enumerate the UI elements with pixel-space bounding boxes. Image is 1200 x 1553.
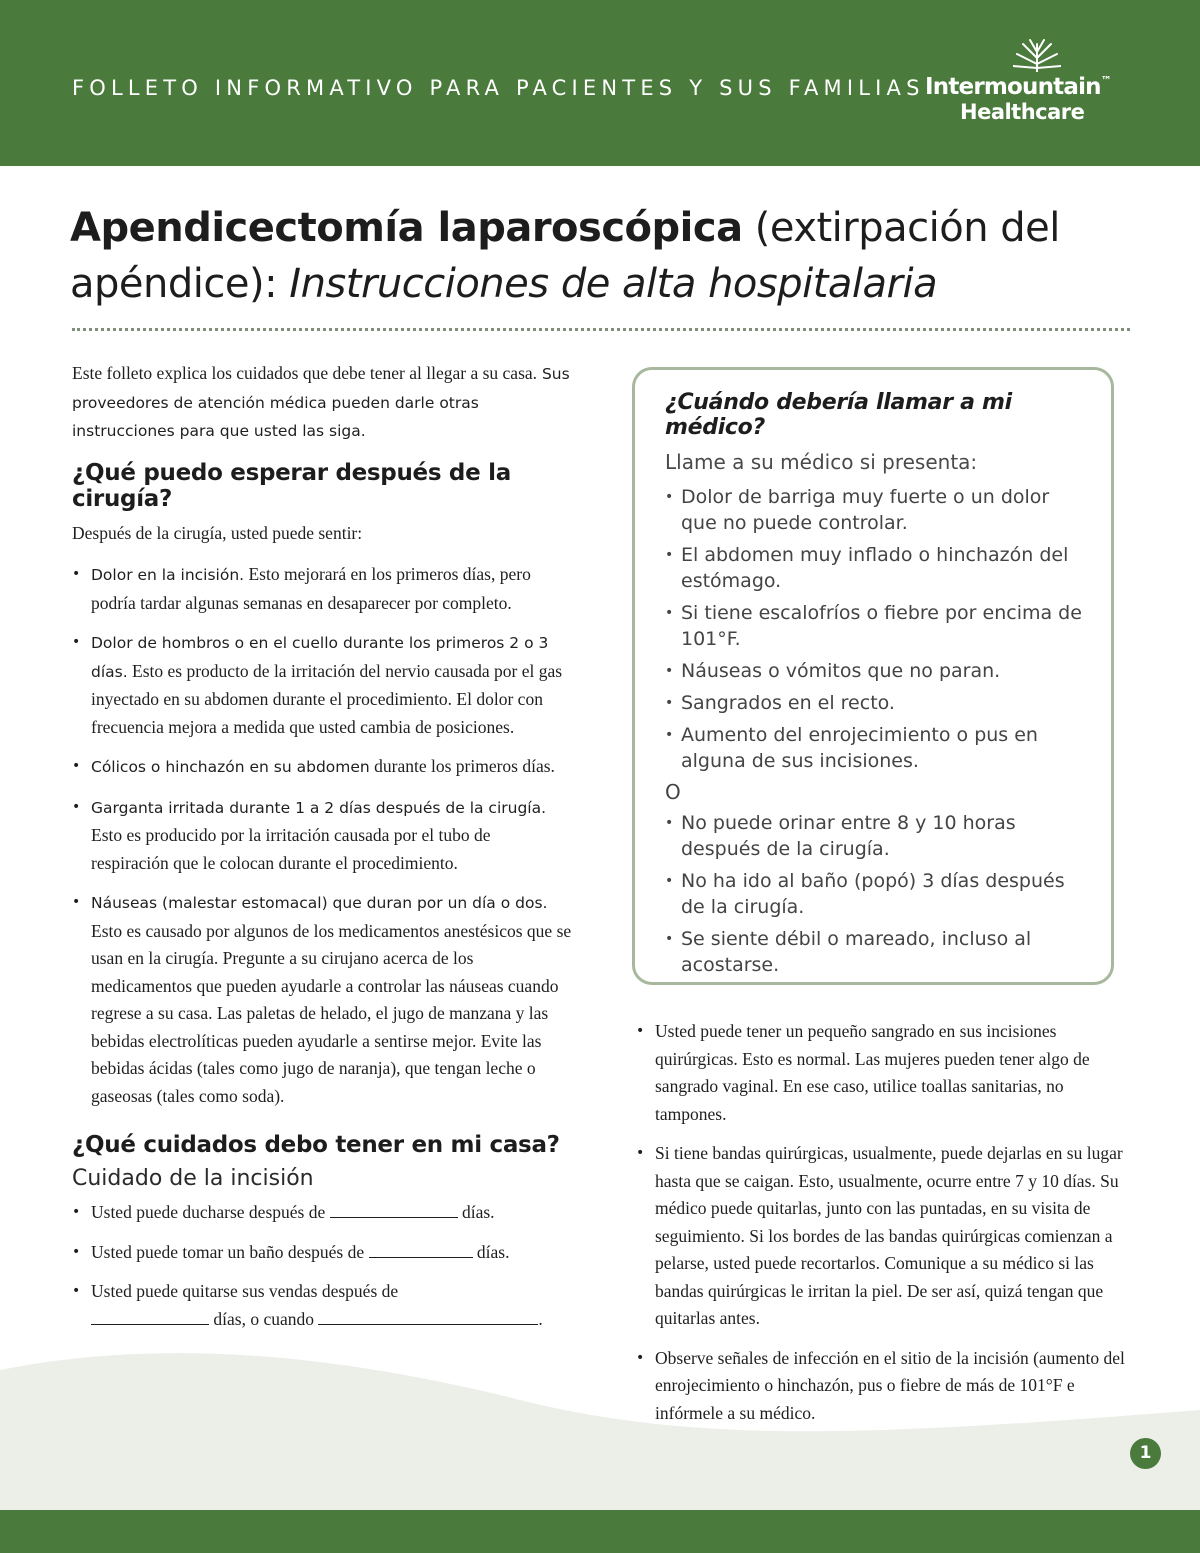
list-item: • Observe señales de infección en el sitio de la incisión (aumento del enrojecimiento o hinchazón, pus o fiebre de más de 101°F e infórmele a su médico.	[636, 1345, 1131, 1428]
item-text: días.	[457, 1202, 495, 1222]
fill-blank[interactable]	[330, 1199, 458, 1218]
left-column	[72, 360, 572, 1345]
intro-paragraph	[72, 360, 572, 446]
item-text: Esto mejorará en los primeros días, pero podría tardar algunas semanas en desaparecer por completo.	[91, 564, 531, 613]
fill-blank[interactable]	[369, 1239, 473, 1258]
list-item	[72, 629, 572, 741]
logo-line1: Intermountain	[925, 74, 1101, 100]
item-text: .	[538, 1308, 543, 1329]
item-text: días.	[472, 1241, 510, 1262]
item-text: Esto es producto de la irritación del nervio causada por el gas inyectado en su abdomen durante el procedimiento. El dolor con frecuencia mejora a medida que usted cambia de posiciones.	[91, 660, 563, 737]
title-bold: Apendicectomía laparoscópica	[70, 205, 743, 251]
dotted-divider	[72, 328, 1130, 331]
item-lead: Dolor en la incisión.	[91, 566, 245, 584]
item-text: Esto es producido por la irritación causada por el tubo de respiración que le colocan durante el procedimiento.	[91, 825, 491, 873]
callout-or: O	[665, 780, 681, 804]
list-item	[72, 794, 572, 878]
logo-trademark: ™	[1100, 74, 1111, 87]
logo-line2: Healthcare	[960, 100, 1085, 124]
list-item: • Náuseas o vómitos que no paran.	[665, 658, 1089, 684]
header-label: FOLLETO INFORMATIVO PARA PACIENTES Y SUS FAMILIAS	[72, 76, 925, 100]
intro-rest: Sus proveedores de atención médica pueden darle otras instrucciones para que usted las siga.	[72, 365, 570, 440]
list-item	[72, 1278, 572, 1333]
page-number: 1	[1130, 1438, 1161, 1469]
call-doctor-box	[632, 367, 1114, 985]
list-item	[72, 753, 572, 782]
item-text: durante los primeros días.	[369, 756, 555, 776]
item-lead: Náuseas (malestar estomacal) que duran por un día o dos.	[91, 894, 548, 912]
item-lead: Dolor de hombros o en el cuello durante los primeros 2 o 3 días.	[91, 634, 549, 681]
list-item	[72, 1199, 572, 1227]
section2-heading: ¿Qué cuidados debo tener en mi casa?	[72, 1132, 560, 1158]
list-item: • Se siente débil o mareado, incluso al acostarse.	[665, 926, 1089, 978]
list-item	[72, 889, 572, 1110]
section1-list	[72, 561, 572, 1110]
list-item	[72, 561, 572, 617]
item-lead: Cólicos o hinchazón en su abdomen	[91, 758, 370, 776]
section1-intro: Después de la cirugía, usted puede sentir:	[72, 522, 363, 543]
section1-heading: ¿Qué puedo esperar después de la cirugía?	[72, 459, 511, 512]
callout-list-1	[665, 484, 1089, 774]
list-item: • No ha ido al baño (popó) 3 días después de la cirugía.	[665, 868, 1089, 920]
section2-list	[72, 1199, 572, 1333]
list-item	[72, 1239, 572, 1267]
item-text: Esto es causado por algunos de los medicamentos anestésicos que se usan en la cirugía. Pregunte a su cirujano acerca de los medicamentos que pueden ayudarle a controlar las náuseas cuando regrese a su casa. Las paletas de helado, el jugo de manzana y las bebidas electrolíticas pueden ayudarle a sentirse mejor. Evite las bebidas ácidas (tales como jugo de naranja), que tengan leche o gaseosas (tales como soda).	[91, 920, 572, 1106]
item-text: Usted puede ducharse después de	[91, 1202, 330, 1222]
intro-lead: Este folleto explica los cuidados que debe tener al llegar a su casa.	[72, 363, 538, 383]
section2-subheading: Cuidado de la incisión	[72, 1166, 314, 1191]
callout-heading: ¿Cuándo debería llamar a mi médico?	[665, 390, 1012, 440]
list-item: • Aumento del enrojecimiento o pus en alguna de sus incisiones.	[665, 722, 1089, 774]
fill-blank[interactable]	[91, 1306, 209, 1325]
list-item: • Si tiene bandas quirúrgicas, usualmente, puede dejarlas en su lugar hasta que se caigan. Esto, usualmente, ocurre entre 7 y 10 días. Su médico puede quitarlas, junto con las puntadas, en su visita de seguimiento. Si los bordes de las bandas quirúrgicas comienzan a pelarse, usted puede recortarlos. Comunique a su médico si las bandas quirúrgicas le irritan la piel. De ser así, quizá tengan que quitarlas antes.	[636, 1140, 1131, 1333]
list-item: • Usted puede tener un pequeño sangrado en sus incisiones quirúrgicas. Esto es normal. Las mujeres pueden tener algo de sangrado vaginal. En ese caso, utilice toallas sanitarias, no tampones.	[636, 1018, 1131, 1128]
item-lead: Garganta irritada durante 1 a 2 días después de la cirugía.	[91, 798, 547, 817]
list-item: • Si tiene escalofríos o fiebre por encima de 101°F.	[665, 600, 1089, 652]
right-list	[636, 1018, 1131, 1427]
title-normal: (extirpación del apéndice):	[70, 205, 1060, 307]
right-column	[636, 1018, 1131, 1439]
list-item: • Sangrados en el recto.	[665, 690, 1089, 716]
item-text: días, o cuando	[209, 1308, 319, 1329]
fill-blank[interactable]	[318, 1306, 538, 1325]
intermountain-logo	[925, 38, 1140, 128]
list-item: • El abdomen muy inflado o hinchazón del estómago.	[665, 542, 1089, 594]
footer-band	[0, 1510, 1200, 1553]
item-text: Usted puede tomar un baño después de	[91, 1241, 369, 1262]
list-item: • No puede orinar entre 8 y 10 horas después de la cirugía.	[665, 810, 1089, 862]
callout-list-2	[665, 810, 1089, 978]
header-band	[0, 0, 1200, 166]
callout-subheading: Llame a su médico si presenta:	[665, 450, 978, 474]
title-italic: Instrucciones de alta hospitalaria	[289, 261, 938, 307]
item-text: Usted puede quitarse sus vendas después de	[91, 1281, 399, 1301]
list-item: • Dolor de barriga muy fuerte o un dolor que no puede controlar.	[665, 484, 1089, 536]
tree-icon	[1013, 38, 1061, 72]
page-title	[70, 200, 1140, 312]
